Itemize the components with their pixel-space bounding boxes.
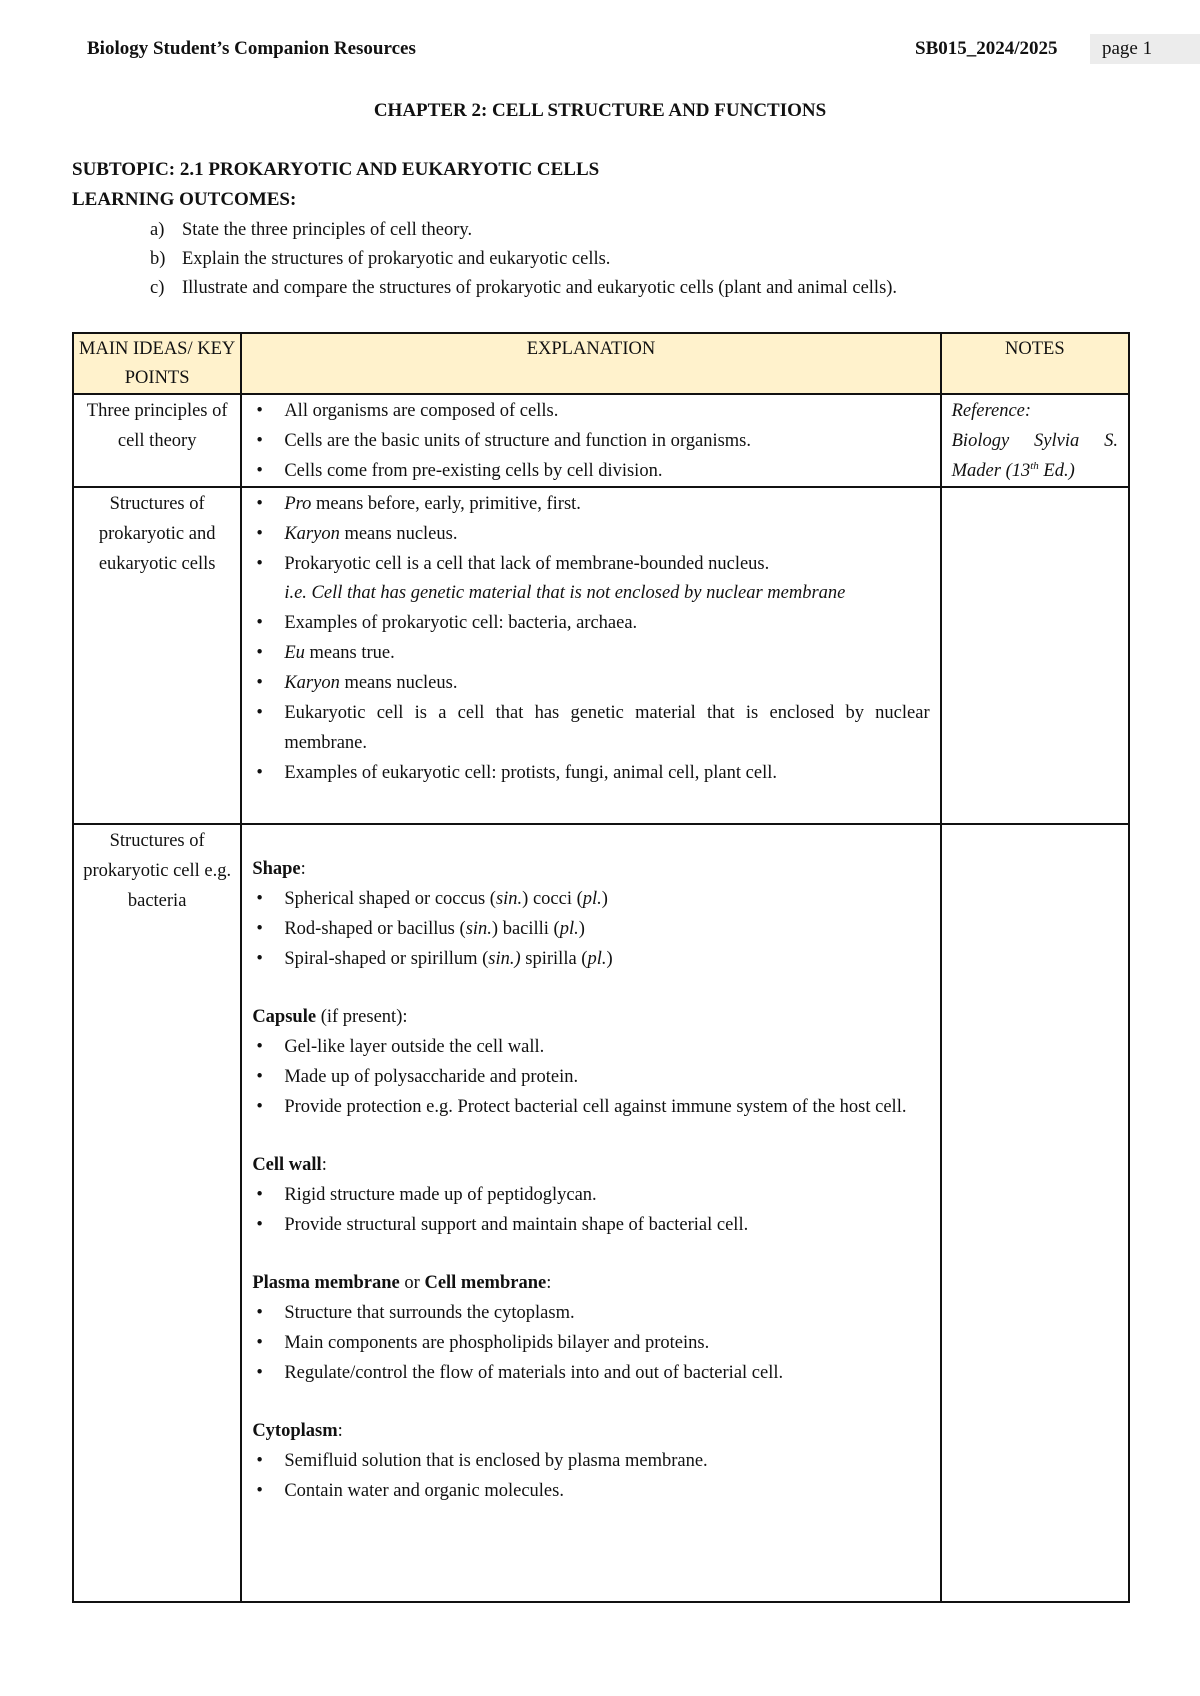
header-title: Biology Student’s Companion Resources bbox=[87, 38, 416, 59]
bullet-item: • Cells come from pre-existing cells by cell division. bbox=[252, 456, 929, 486]
key-point-prokaryotic-eukaryotic: Structures of prokaryotic and eukaryotic cells bbox=[73, 487, 241, 824]
outcome-marker: c) bbox=[150, 278, 165, 298]
notes-empty bbox=[941, 824, 1129, 1602]
bullet-item: • Pro means before, early, primitive, first. bbox=[252, 489, 929, 519]
table-row bbox=[73, 824, 1129, 1602]
prokaryotic-ie-note: i.e. Cell that has genetic material that is not enclosed by nuclear membrane bbox=[284, 583, 846, 603]
outcome-text: State the three principles of cell theory. bbox=[182, 220, 473, 240]
header-course-code: SB015_2024/2025 bbox=[915, 38, 1058, 59]
bullet-item: • Examples of prokaryotic cell: bacteria, archaea. bbox=[252, 608, 929, 638]
learning-outcomes-list bbox=[150, 216, 897, 303]
header-notes: NOTES bbox=[941, 333, 1129, 394]
bullet-item: • Rigid structure made up of peptidoglycan. bbox=[252, 1180, 929, 1210]
notes-reference bbox=[941, 394, 1129, 487]
bullet-item: • Main components are phospholipids bilayer and proteins. bbox=[252, 1328, 929, 1358]
bullet-item: • Made up of polysaccharide and protein. bbox=[252, 1062, 929, 1092]
bullet-item: • Provide structural support and maintain shape of bacterial cell. bbox=[252, 1210, 929, 1240]
chapter-title: CHAPTER 2: CELL STRUCTURE AND FUNCTIONS bbox=[373, 100, 827, 121]
explanation-prokaryotic-bacteria bbox=[241, 824, 940, 1602]
bullet-item: • Regulate/control the flow of materials into and out of bacterial cell. bbox=[252, 1358, 929, 1388]
bullet-item: • Spherical shaped or coccus (sin.) cocci (pl.) bbox=[252, 884, 929, 914]
reference-book: Biology Sylvia S. Mader (13th Ed.) bbox=[951, 431, 1118, 481]
bullet-item: • Gel-like layer outside the cell wall. bbox=[252, 1032, 929, 1062]
plasma-membrane-heading: Plasma membrane or Cell membrane: bbox=[252, 1273, 552, 1293]
bullet-item: • Karyon means nucleus. bbox=[252, 668, 929, 698]
explanation-cell-theory bbox=[241, 394, 940, 487]
bullet-item: • Prokaryotic cell is a cell that lack of membrane-bounded nucleus. i.e. Cell that has genetic material that is not enclosed by nuclear membrane bbox=[252, 549, 929, 608]
key-point-cell-theory: Three principles of cell theory bbox=[73, 394, 241, 487]
header-page-number: page 1 bbox=[1090, 34, 1200, 64]
table-row bbox=[73, 394, 1129, 487]
outcome-item bbox=[150, 274, 897, 303]
cytoplasm-heading: Cytoplasm: bbox=[252, 1421, 343, 1441]
bullet-item: • Contain water and organic molecules. bbox=[252, 1476, 929, 1506]
bullet-item: • Eukaryotic cell is a cell that has genetic material that is enclosed by nuclear membrane. bbox=[252, 698, 929, 758]
bullet-item: • Provide protection e.g. Protect bacterial cell against immune system of the host cell. bbox=[252, 1092, 929, 1122]
bullet-item: • Karyon means nucleus. bbox=[252, 519, 929, 549]
bullet-item: • Examples of eukaryotic cell: protists, fungi, animal cell, plant cell. bbox=[252, 758, 929, 788]
header-main-ideas: MAIN IDEAS/ KEY POINTS bbox=[73, 333, 241, 394]
outcome-marker: b) bbox=[150, 249, 166, 269]
key-point-prokaryotic-bacteria: Structures of prokaryotic cell e.g. bacteria bbox=[73, 824, 241, 1602]
table-header-row bbox=[73, 333, 1129, 394]
explanation-prokaryotic-eukaryotic bbox=[241, 487, 940, 824]
capsule-heading: Capsule (if present): bbox=[252, 1007, 408, 1027]
reference-label: Reference: bbox=[951, 401, 1032, 421]
outcome-text: Explain the structures of prokaryotic and eukaryotic cells. bbox=[182, 249, 611, 269]
bullet-item: • Cells are the basic units of structure and function in organisms. bbox=[252, 426, 929, 456]
learning-outcomes-title: LEARNING OUTCOMES: bbox=[72, 189, 297, 210]
subtopic-title: SUBTOPIC: 2.1 PROKARYOTIC AND EUKARYOTIC CELLS bbox=[72, 159, 600, 180]
bullet-item: • Spiral-shaped or spirillum (sin.) spirilla (pl.) bbox=[252, 944, 929, 974]
bullet-item: • Eu means true. bbox=[252, 638, 929, 668]
notes-table bbox=[72, 332, 1130, 1603]
bullet-item: • Rod-shaped or bacillus (sin.) bacilli (pl.) bbox=[252, 914, 929, 944]
bullet-item: • All organisms are composed of cells. bbox=[252, 396, 929, 426]
table-row bbox=[73, 487, 1129, 824]
outcome-marker: a) bbox=[150, 220, 165, 240]
outcome-item bbox=[150, 216, 897, 245]
header-explanation: EXPLANATION bbox=[241, 333, 940, 394]
bullet-item: • Semifluid solution that is enclosed by plasma membrane. bbox=[252, 1446, 929, 1476]
cell-wall-heading: Cell wall: bbox=[252, 1155, 327, 1175]
notes-empty bbox=[941, 487, 1129, 824]
outcome-text: Illustrate and compare the structures of prokaryotic and eukaryotic cells (plant and animal cells). bbox=[182, 278, 898, 298]
shape-heading: Shape: bbox=[252, 859, 306, 879]
bullet-item: • Structure that surrounds the cytoplasm. bbox=[252, 1298, 929, 1328]
outcome-item bbox=[150, 245, 897, 274]
